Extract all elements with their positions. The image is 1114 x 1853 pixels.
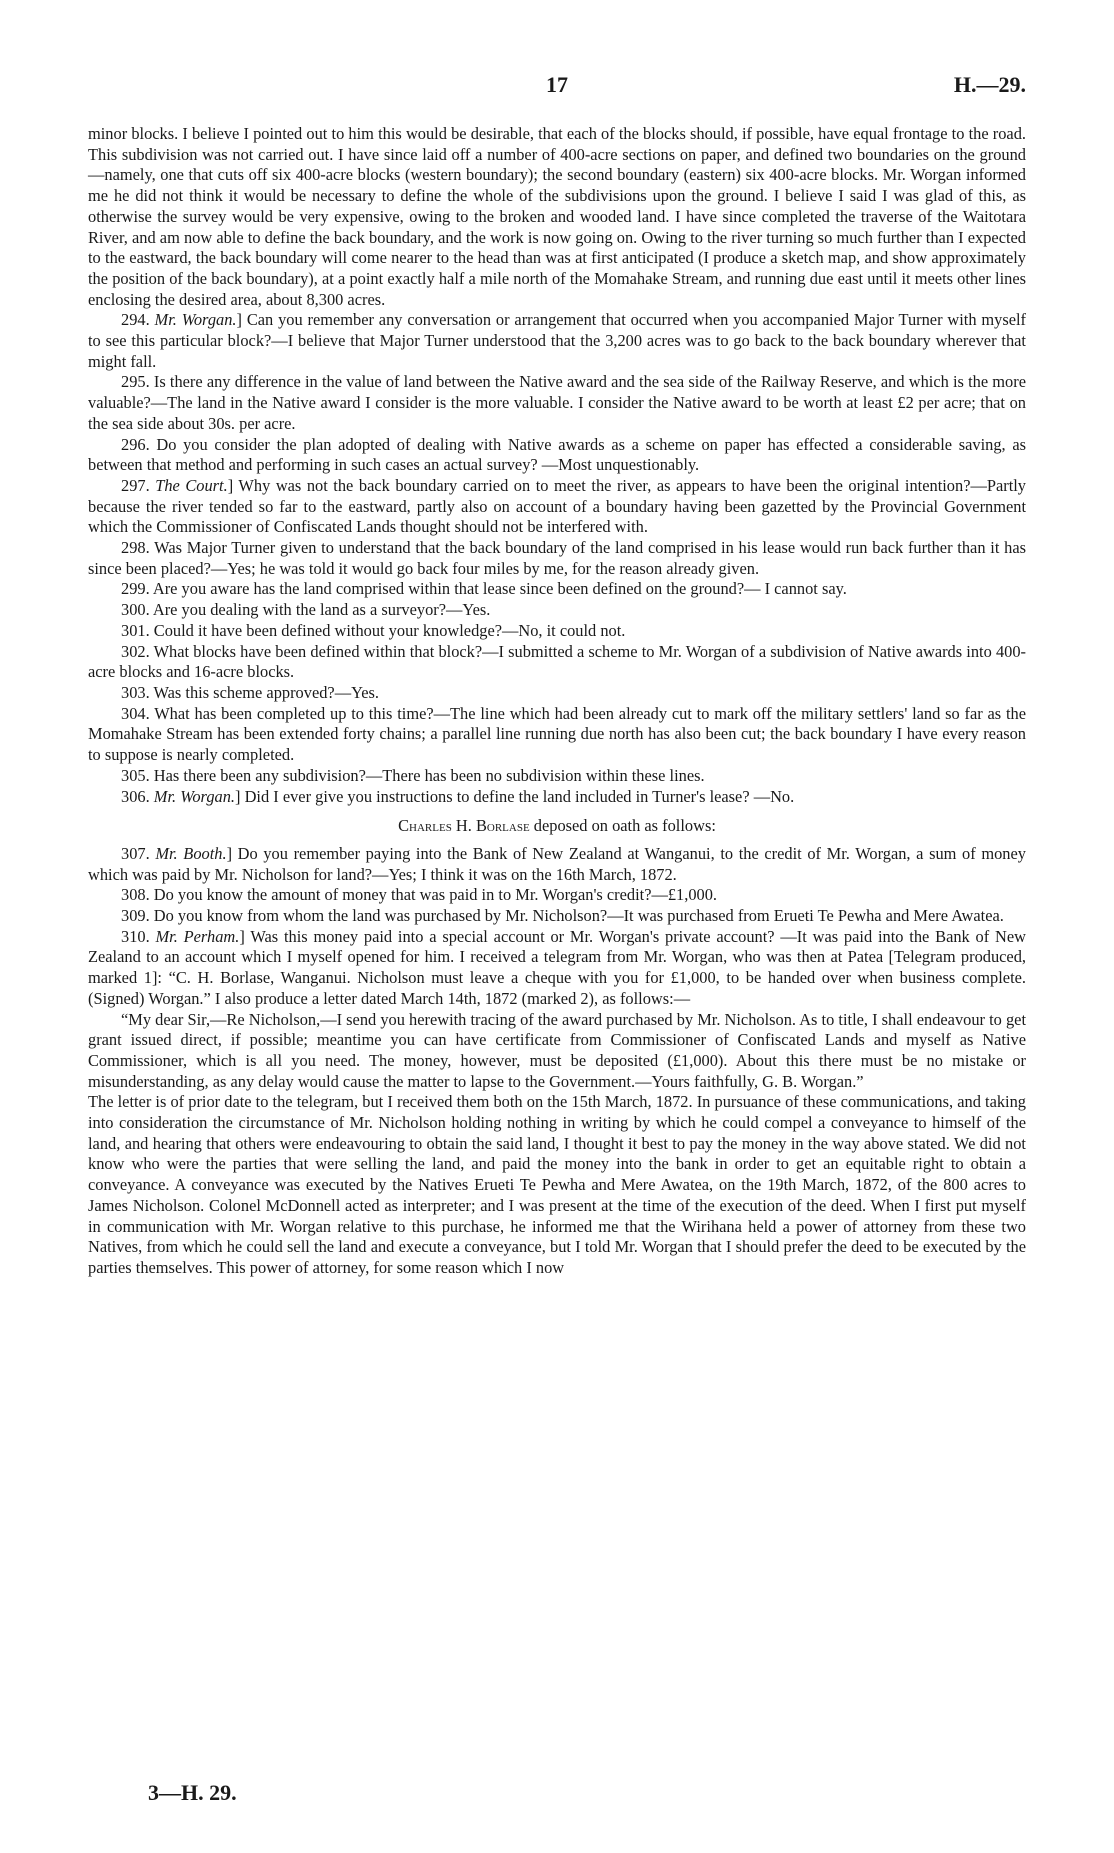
paragraph: [88, 600, 1026, 621]
question-number: 300.: [121, 600, 150, 620]
paragraph-text: Was Major Turner given to understand that the back boundary of the land comprised in his lease would run back further than it has since been placed?—Yes; he was told it would go back four miles by me, for the reason already given.: [88, 538, 1026, 578]
paragraph: [88, 372, 1026, 434]
paragraph: [88, 683, 1026, 704]
signature-mark: 3—H. 29.: [148, 1780, 237, 1805]
testimony-section-1: [88, 124, 1026, 807]
question-number: 310.: [121, 926, 150, 946]
paragraph: [88, 538, 1026, 579]
question-number: 294.: [121, 310, 150, 330]
paragraph-text: The letter is of prior date to the telegram, but I received them both on the 15th March, 1872. In pursuance of these communications, and taking into consideration the circumstance of Mr. Nicholson holding nothing in writing by which he could compel a conveyance to himself of the land, and hearing that others were endeavouring to obtain the said land, I thought it best to pay the money in the way above stated. We did not know who were the parties that were selling the land, and paid the money into the bank in order to get an equitable right to obtain a conveyance. A conveyance was executed by the Natives Erueti Te Pewha and Mere Awatea, on the 19th March, 1872, of the 800 acres to James Nicholson. Colonel McDonnell acted as interpreter; and I was present at the time of the execution of the deed. When I first put myself in communication with Mr. Worgan relative to this purchase, he informed me that the Wirihana held a power of attorney from these two Natives, from which he could sell the land and execute a conveyance, but I told Mr. Worgan that I should prefer the deed to be executed by the parties themselves. This power of attorney, for some reason which I now: [88, 1092, 1026, 1277]
paragraph: [88, 885, 1026, 906]
paragraph: 306. Mr. Worgan.] Did I ever give you instructions to define the land included in Turner's lease? —No.: [121, 786, 795, 806]
testimony-section-2: [88, 844, 1026, 1279]
paragraph: 294. Mr. Worgan.] Can you remember any conversation or arrangement that occurred when you accompanied Major Turner with myself to see this particular block?—I believe that Major Turner understood that the 3,200 acres was to go back to the back boundary wherever that might fall.: [88, 310, 1026, 371]
paragraph: 307. Mr. Booth.] Do you remember paying into the Bank of New Zealand at Wanganui, to the credit of Mr. Worgan, a sum of money which was paid by Mr. Nicholson for land?—Yes; I think it was on the 16th March, 1872.: [88, 843, 1026, 884]
speaker-name: Mr. Worgan.: [154, 310, 237, 330]
paragraph: [88, 642, 1026, 683]
paragraph-text: Is there any difference in the value of land between the Native award and the sea side of the Railway Reserve, and which is the more valuable?—The land in the Native award I consider is the more valuable. I consider the Native award to be worth at least £2 per acre; that on the sea side about 30s. per acre.: [88, 372, 1026, 433]
paragraph: [88, 1092, 1026, 1278]
speaker-name: Mr. Booth.: [155, 843, 227, 863]
paragraph: [88, 579, 1026, 600]
paragraph: 297. The Court.] Why was not the back boundary carried on to meet the river, as appears to have been the original intention?—Partly because the river tended so far to the eastward, partly also on account of a boundary having been gazetted by the Provincial Government which the Commissioner of Confiscated Lands thought should not be interfered with.: [88, 475, 1027, 537]
paragraph-text: Are you dealing with the land as a surveyor?—Yes.: [152, 600, 491, 620]
paragraph-text: What has been completed up to this time?—The line which had been already cut to mark off the military settlers' land so far as the Momahake Stream has been extended forty chains; a parallel line running due north has also been cut; the back boundary I have every reason to suppose is nearly completed.: [88, 703, 1026, 765]
document-reference: H.—29.: [953, 72, 1026, 97]
paragraph-text: Do you know from whom the land was purchased by Mr. Nicholson?—It was purchased from Erueti Te Pewha and Mere Awatea.: [153, 906, 1004, 926]
paragraph-text: Was this money paid into a special account or Mr. Worgan's private account? —It was paid into the Bank of New Zealand to an account which I myself opened for him. I received a telegram from Mr. Worgan, who was then at Patea [Telegram produced, marked 1]: “C. H. Borlase, Wanganui. Nicholson must leave a cheque with you for £1,000, to be handed over when business complete. (Signed) Worgan.” I also produce a letter dated March 14th, 1872 (marked 2), as follows:—: [88, 926, 1026, 1008]
question-number: 298.: [121, 538, 150, 558]
paragraph-text: “My dear Sir,—Re Nicholson,—I send you herewith tracing of the award purchased by Mr. Nicholson. As to title, I shall endeavour to get grant issued direct, if possible; meantime you can have certificate from Commissioner of Confiscated Lands and myself as Native Commissioner, which is all you need. The money, however, must be deposited (£1,000). About this there must be no mistake or misunderstanding, as any delay would cause the matter to lapse to the Government.—Yours faithfully, G. B. Worgan.”: [88, 1009, 1026, 1091]
question-number: 306.: [121, 786, 150, 806]
question-number: 308.: [121, 885, 150, 905]
question-number: 301.: [121, 620, 150, 640]
paragraph: [88, 621, 1026, 642]
paragraph: [88, 766, 1026, 787]
paragraph: [88, 1010, 1026, 1093]
paragraph-text: Do you consider the plan adopted of dealing with Native awards as a scheme on paper has effected a considerable saving, as between that method and performing in such cases an actual survey? —Most unquestionably.: [88, 434, 1026, 475]
paragraph: [88, 704, 1026, 766]
page-number: 17: [546, 72, 568, 97]
question-number: 304.: [121, 703, 150, 723]
deponent-statement: deposed on oath as follows:: [533, 816, 716, 836]
question-number: 302.: [121, 641, 150, 661]
question-number: 297.: [121, 475, 150, 495]
paragraph-text: What blocks have been defined within that block?—I submitted a scheme to Mr. Worgan of a subdivision of Native awards into 400-acre blocks and 16-acre blocks.: [88, 641, 1026, 682]
question-number: 295.: [121, 372, 150, 392]
paragraph-text: Why was not the back boundary carried on to meet the river, as appears to have been the original intention?—Partly because the river tended so far to the eastward, partly also on account of a boundary having been gazetted by the Provincial Government which the Commissioner of Confiscated Lands thought should not be interfered with.: [88, 475, 1027, 537]
question-number: 307.: [121, 843, 150, 863]
paragraph-text: Could it have been defined without your knowledge?—No, it could not.: [153, 620, 626, 640]
paragraph: [88, 435, 1026, 476]
paragraph-text: Do you know the amount of money that was paid in to Mr. Worgan's credit?—£1,000.: [153, 885, 718, 905]
speaker-name: Mr. Worgan.: [153, 786, 236, 806]
paragraph-text: Did I ever give you instructions to define the land included in Turner's lease? —No.: [244, 786, 795, 806]
page-header: [88, 72, 1026, 102]
paragraph-text: Was this scheme approved?—Yes.: [153, 682, 380, 702]
paragraph-text: Has there been any subdivision?—There has been no subdivision within these lines.: [153, 765, 705, 785]
paragraph-text: minor blocks. I believe I pointed out to him this would be desirable, that each of the blocks should, if possible, have equal frontage to the road. This subdivision was not carried out. I have since laid off a number of 400-acre sections on paper, and defined two boundaries on the ground—namely, one that cuts off six 400-acre blocks (western boundary); the second boundary (eastern) six 400-acre blocks. Mr. Worgan informed me he did not think it would be necessary to define the whole of the subdivisions upon the ground. I believe I said I was glad of this, as otherwise the survey would be very expensive, owing to the broken and wooded land. I have since completed the traverse of the Waitotara River, and am now able to define the back boundary, and the work is now going on. Owing to the river turning so much further than I expected to the eastward, the back boundary will come nearer to the head than was at first anticipated (I produce a sketch map, and show approximately the position of the back boundary), at a point exactly half a mile north of the Momahake Stream, and running due east until it meets other lines enclosing the desired area, about 8,300 acres.: [88, 124, 1026, 309]
paragraph: [88, 124, 1026, 310]
question-number: 296.: [121, 434, 150, 454]
paragraph: [88, 906, 1026, 927]
question-number: 309.: [121, 906, 150, 926]
paragraph-text: Can you remember any conversation or arrangement that occurred when you accompanied Major Turner with myself to see this particular block?—I believe that Major Turner understood that the 3,200 acres was to go back to the back boundary wherever that might fall.: [88, 310, 1026, 371]
paragraph-text: Do you remember paying into the Bank of New Zealand at Wanganui, to the credit of Mr. Worgan, a sum of money which was paid by Mr. Nicholson for land?—Yes; I think it was on the 16th March, 1872.: [88, 843, 1026, 884]
speaker-name: Mr. Perham.: [155, 926, 240, 946]
question-number: 303.: [121, 682, 150, 702]
deponent-name: Charles H. Borlase: [398, 816, 530, 836]
paragraph-text: Are you aware has the land comprised within that lease since been defined on the ground?— I cannot say.: [152, 579, 847, 599]
question-number: 305.: [121, 765, 150, 785]
question-number: 299.: [121, 579, 150, 599]
speaker-name: The Court.: [155, 475, 228, 495]
paragraph: 310. Mr. Perham.] Was this money paid into a special account or Mr. Worgan's private account? —It was paid into the Bank of New Zealand to an account which I myself opened for him. I received a telegram from Mr. Worgan, who was then at Patea [Telegram produced, marked 1]: “C. H. Borlase, Wanganui. Nicholson must leave a cheque with you for £1,000, to be handed over when business complete. (Signed) Worgan.” I also produce a letter dated March 14th, 1872 (marked 2), as follows:—: [88, 926, 1026, 1008]
document-body: [88, 124, 1026, 1279]
deponent-line: [88, 816, 1026, 837]
